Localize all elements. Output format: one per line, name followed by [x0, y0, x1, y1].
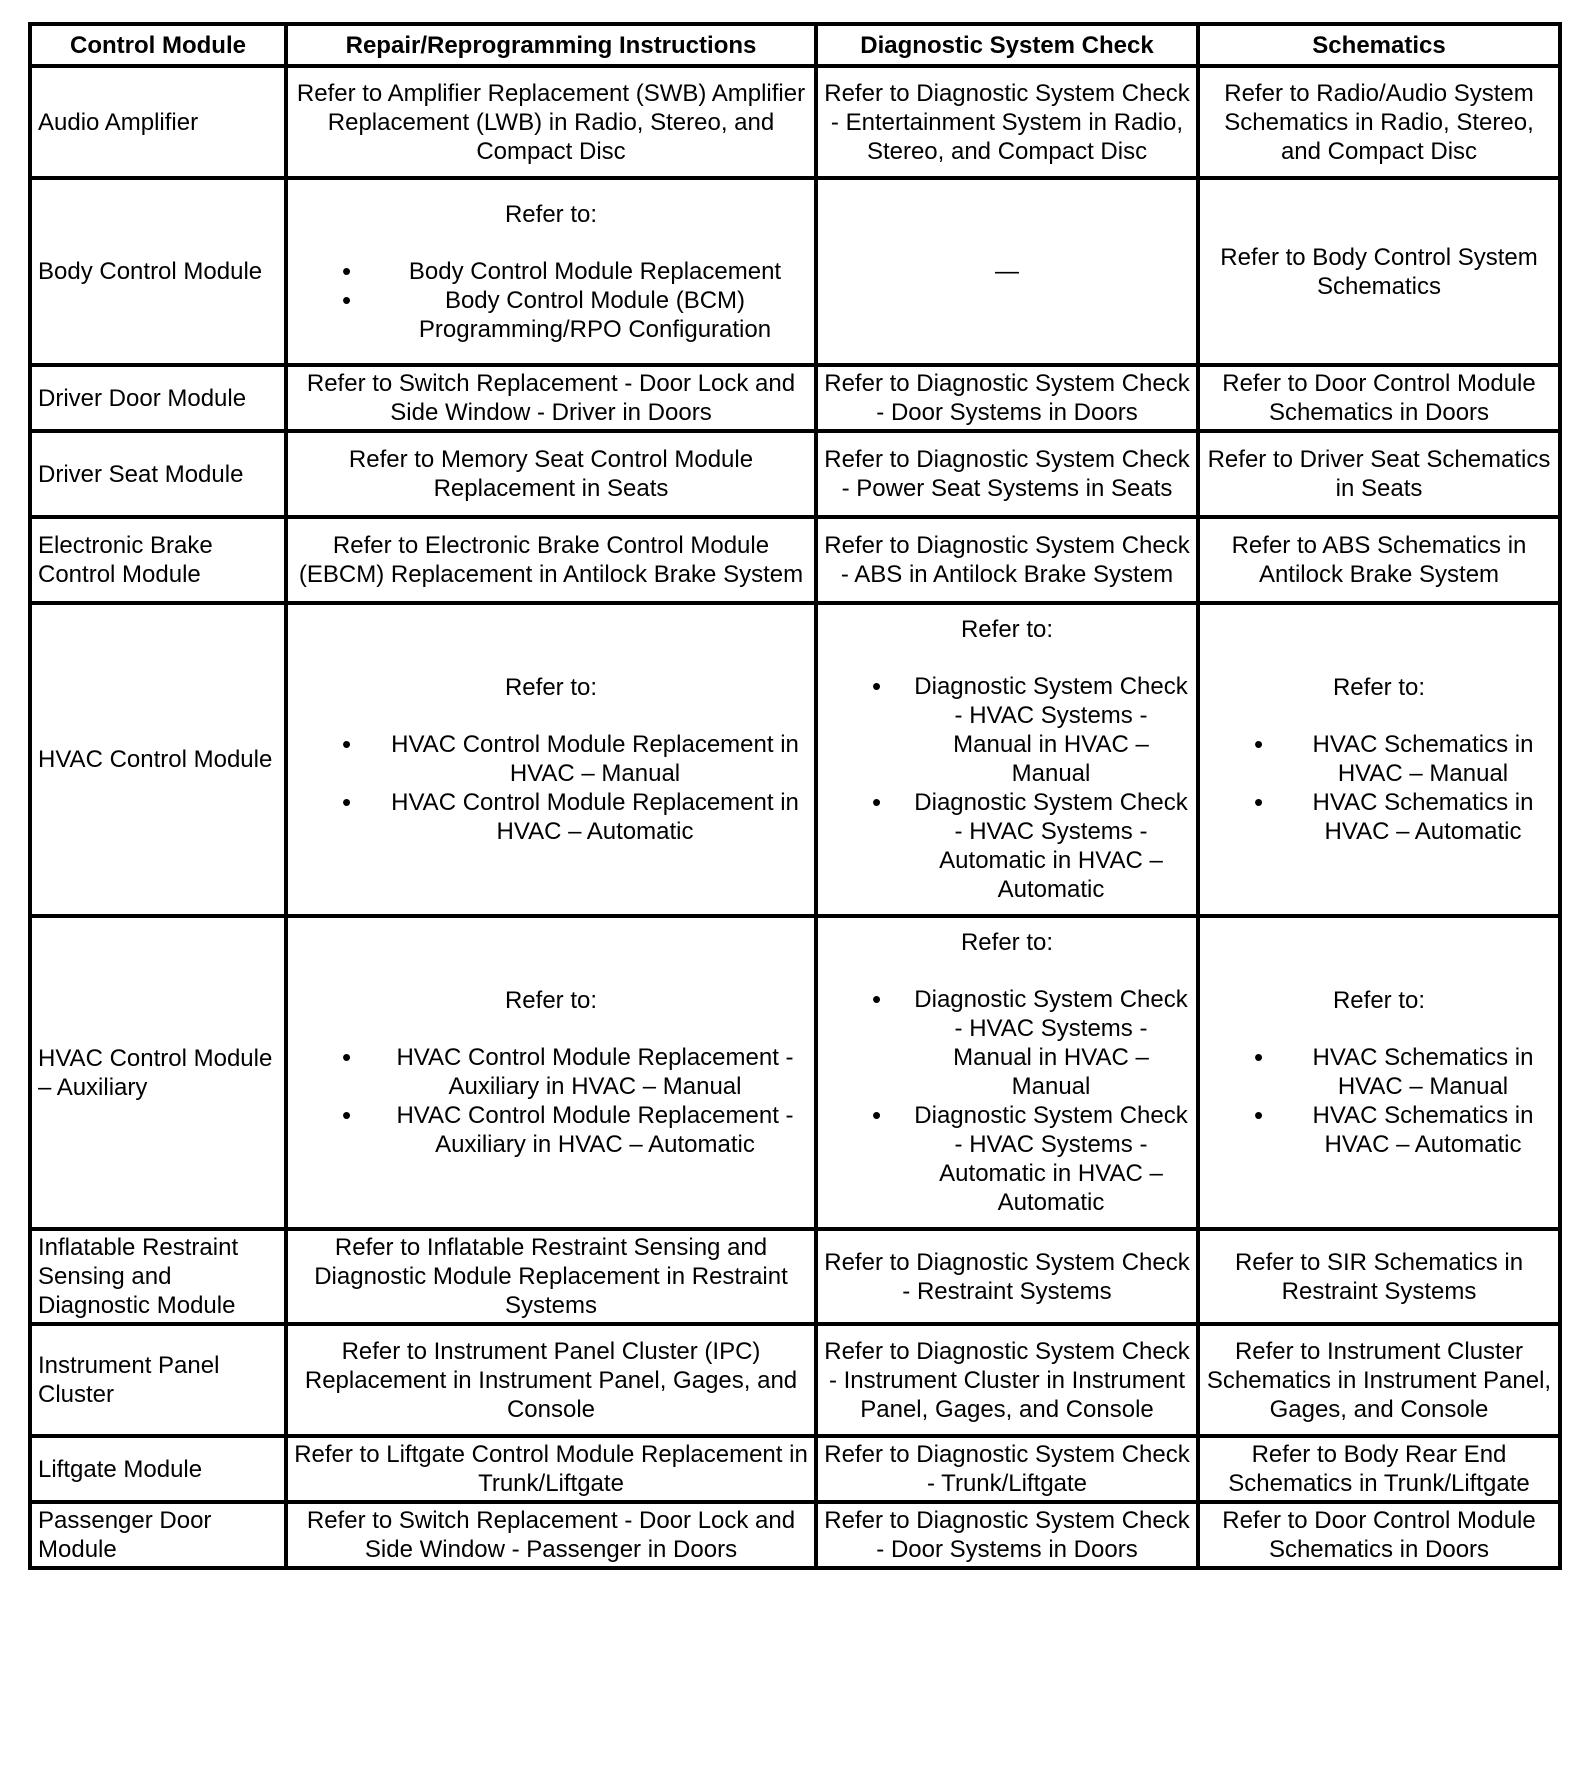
- list-item: • HVAC Schematics in HVAC – Automatic: [1254, 1101, 1552, 1159]
- schem-cell: [1198, 916, 1560, 1229]
- repair-list: [294, 730, 808, 846]
- header-row: [30, 24, 1560, 66]
- table-row: [30, 1324, 1560, 1436]
- list-item: • HVAC Schematics in HVAC – Manual: [1254, 730, 1552, 788]
- module-cell: Inflatable Restraint Sensing and Diagnostic Module: [30, 1229, 286, 1324]
- refer-to-label: Refer to:: [504, 987, 598, 1014]
- module-cell: Instrument Panel Cluster: [30, 1324, 286, 1436]
- schem-cell: Refer to Radio/Audio System Schematics in Radio, Stereo, and Compact Disc: [1198, 66, 1560, 178]
- schem-cell: Refer to Instrument Cluster Schematics in Instrument Panel, Gages, and Console: [1198, 1324, 1560, 1436]
- refer-to-label: Refer to:: [960, 929, 1054, 956]
- repair-cell: Refer to Instrument Panel Cluster (IPC) Replacement in Instrument Panel, Gages, and Console: [286, 1324, 816, 1436]
- diag-cell: Refer to Diagnostic System Check - Door Systems in Doors: [816, 1502, 1198, 1568]
- module-cell: Liftgate Module: [30, 1436, 286, 1502]
- module-cell: Driver Door Module: [30, 365, 286, 431]
- schem-cell: Refer to Driver Seat Schematics in Seats: [1198, 431, 1560, 517]
- diag-cell: Refer to Diagnostic System Check - Entertainment System in Radio, Stereo, and Compact Disc: [816, 66, 1198, 178]
- schem-cell: Refer to Door Control Module Schematics in Doors: [1198, 365, 1560, 431]
- schem-cell: Refer to Door Control Module Schematics in Doors: [1198, 1502, 1560, 1568]
- repair-cell: [286, 603, 816, 916]
- list-item: • HVAC Control Module Replacement in HVAC – Manual: [342, 730, 808, 788]
- diag-list: [824, 672, 1190, 904]
- control-module-table: [28, 22, 1562, 1570]
- schem-cell: Refer to Body Control System Schematics: [1198, 178, 1560, 365]
- diag-cell: Refer to Diagnostic System Check - Trunk/Liftgate: [816, 1436, 1198, 1502]
- repair-cell: Refer to Amplifier Replacement (SWB) Amplifier Replacement (LWB) in Radio, Stereo, and Compact Disc: [286, 66, 816, 178]
- table-row: [30, 66, 1560, 178]
- refer-to-label: Refer to:: [1332, 674, 1426, 701]
- schem-cell: [1198, 603, 1560, 916]
- table-row: [30, 916, 1560, 1229]
- list-item: • Diagnostic System Check - HVAC Systems - Manual in HVAC – Manual: [872, 672, 1190, 788]
- refer-to-label: Refer to:: [504, 674, 598, 701]
- list-item: • HVAC Schematics in HVAC – Automatic: [1254, 788, 1552, 846]
- diag-cell: Refer to Diagnostic System Check - Door Systems in Doors: [816, 365, 1198, 431]
- list-item: • Body Control Module Replacement: [342, 257, 808, 286]
- module-cell: Electronic Brake Control Module: [30, 517, 286, 603]
- diag-cell: [816, 916, 1198, 1229]
- table-row: [30, 603, 1560, 916]
- module-cell: Driver Seat Module: [30, 431, 286, 517]
- repair-cell: [286, 178, 816, 365]
- table-row: [30, 1229, 1560, 1324]
- header-diagnostic-check: Diagnostic System Check: [816, 24, 1198, 66]
- diag-cell: Refer to Diagnostic System Check - Instrument Cluster in Instrument Panel, Gages, and Console: [816, 1324, 1198, 1436]
- repair-cell: [286, 916, 816, 1229]
- list-item: • HVAC Control Module Replacement - Auxiliary in HVAC – Manual: [342, 1043, 808, 1101]
- table-row: [30, 365, 1560, 431]
- repair-cell: Refer to Switch Replacement - Door Lock and Side Window - Driver in Doors: [286, 365, 816, 431]
- repair-cell: Refer to Liftgate Control Module Replacement in Trunk/Liftgate: [286, 1436, 816, 1502]
- repair-cell: Refer to Electronic Brake Control Module (EBCM) Replacement in Antilock Brake System: [286, 517, 816, 603]
- diag-list: [824, 985, 1190, 1217]
- list-item: • Body Control Module (BCM) Programming/RPO Configuration: [342, 286, 808, 344]
- table-row: [30, 431, 1560, 517]
- header-control-module: Control Module: [30, 24, 286, 66]
- refer-to-label: Refer to:: [1332, 987, 1426, 1014]
- header-repair-instructions: Repair/Reprogramming Instructions: [286, 24, 816, 66]
- table-row: [30, 1436, 1560, 1502]
- schem-list: [1206, 1043, 1552, 1159]
- module-cell: Audio Amplifier: [30, 66, 286, 178]
- schem-cell: Refer to SIR Schematics in Restraint Systems: [1198, 1229, 1560, 1324]
- schem-list: [1206, 730, 1552, 846]
- module-cell: HVAC Control Module: [30, 603, 286, 916]
- diag-cell: Refer to Diagnostic System Check - Power Seat Systems in Seats: [816, 431, 1198, 517]
- module-cell: Passenger Door Module: [30, 1502, 286, 1568]
- list-item: • Diagnostic System Check - HVAC Systems - Automatic in HVAC – Automatic: [872, 788, 1190, 904]
- diag-cell: Refer to Diagnostic System Check - ABS in Antilock Brake System: [816, 517, 1198, 603]
- empty-dash: —: [995, 258, 1019, 285]
- diag-cell: [816, 603, 1198, 916]
- table-row: [30, 517, 1560, 603]
- list-item: • Diagnostic System Check - HVAC Systems - Manual in HVAC – Manual: [872, 985, 1190, 1101]
- list-item: • Diagnostic System Check - HVAC Systems - Automatic in HVAC – Automatic: [872, 1101, 1190, 1217]
- table-row: [30, 1502, 1560, 1568]
- diag-cell: Refer to Diagnostic System Check - Restraint Systems: [816, 1229, 1198, 1324]
- refer-to-label: Refer to:: [960, 616, 1054, 643]
- repair-cell: Refer to Memory Seat Control Module Replacement in Seats: [286, 431, 816, 517]
- schem-cell: Refer to ABS Schematics in Antilock Brake System: [1198, 517, 1560, 603]
- table-row: [30, 178, 1560, 365]
- repair-cell: Refer to Switch Replacement - Door Lock and Side Window - Passenger in Doors: [286, 1502, 816, 1568]
- repair-list: [294, 1043, 808, 1159]
- schem-cell: Refer to Body Rear End Schematics in Trunk/Liftgate: [1198, 1436, 1560, 1502]
- list-item: • HVAC Schematics in HVAC – Manual: [1254, 1043, 1552, 1101]
- list-item: • HVAC Control Module Replacement in HVAC – Automatic: [342, 788, 808, 846]
- header-schematics: Schematics: [1198, 24, 1560, 66]
- diag-cell: [816, 178, 1198, 365]
- list-item: • HVAC Control Module Replacement - Auxiliary in HVAC – Automatic: [342, 1101, 808, 1159]
- repair-list: [294, 257, 808, 344]
- refer-to-label: Refer to:: [504, 200, 598, 228]
- module-cell: HVAC Control Module – Auxiliary: [30, 916, 286, 1229]
- module-cell: Body Control Module: [30, 178, 286, 365]
- repair-cell: Refer to Inflatable Restraint Sensing and Diagnostic Module Replacement in Restraint Systems: [286, 1229, 816, 1324]
